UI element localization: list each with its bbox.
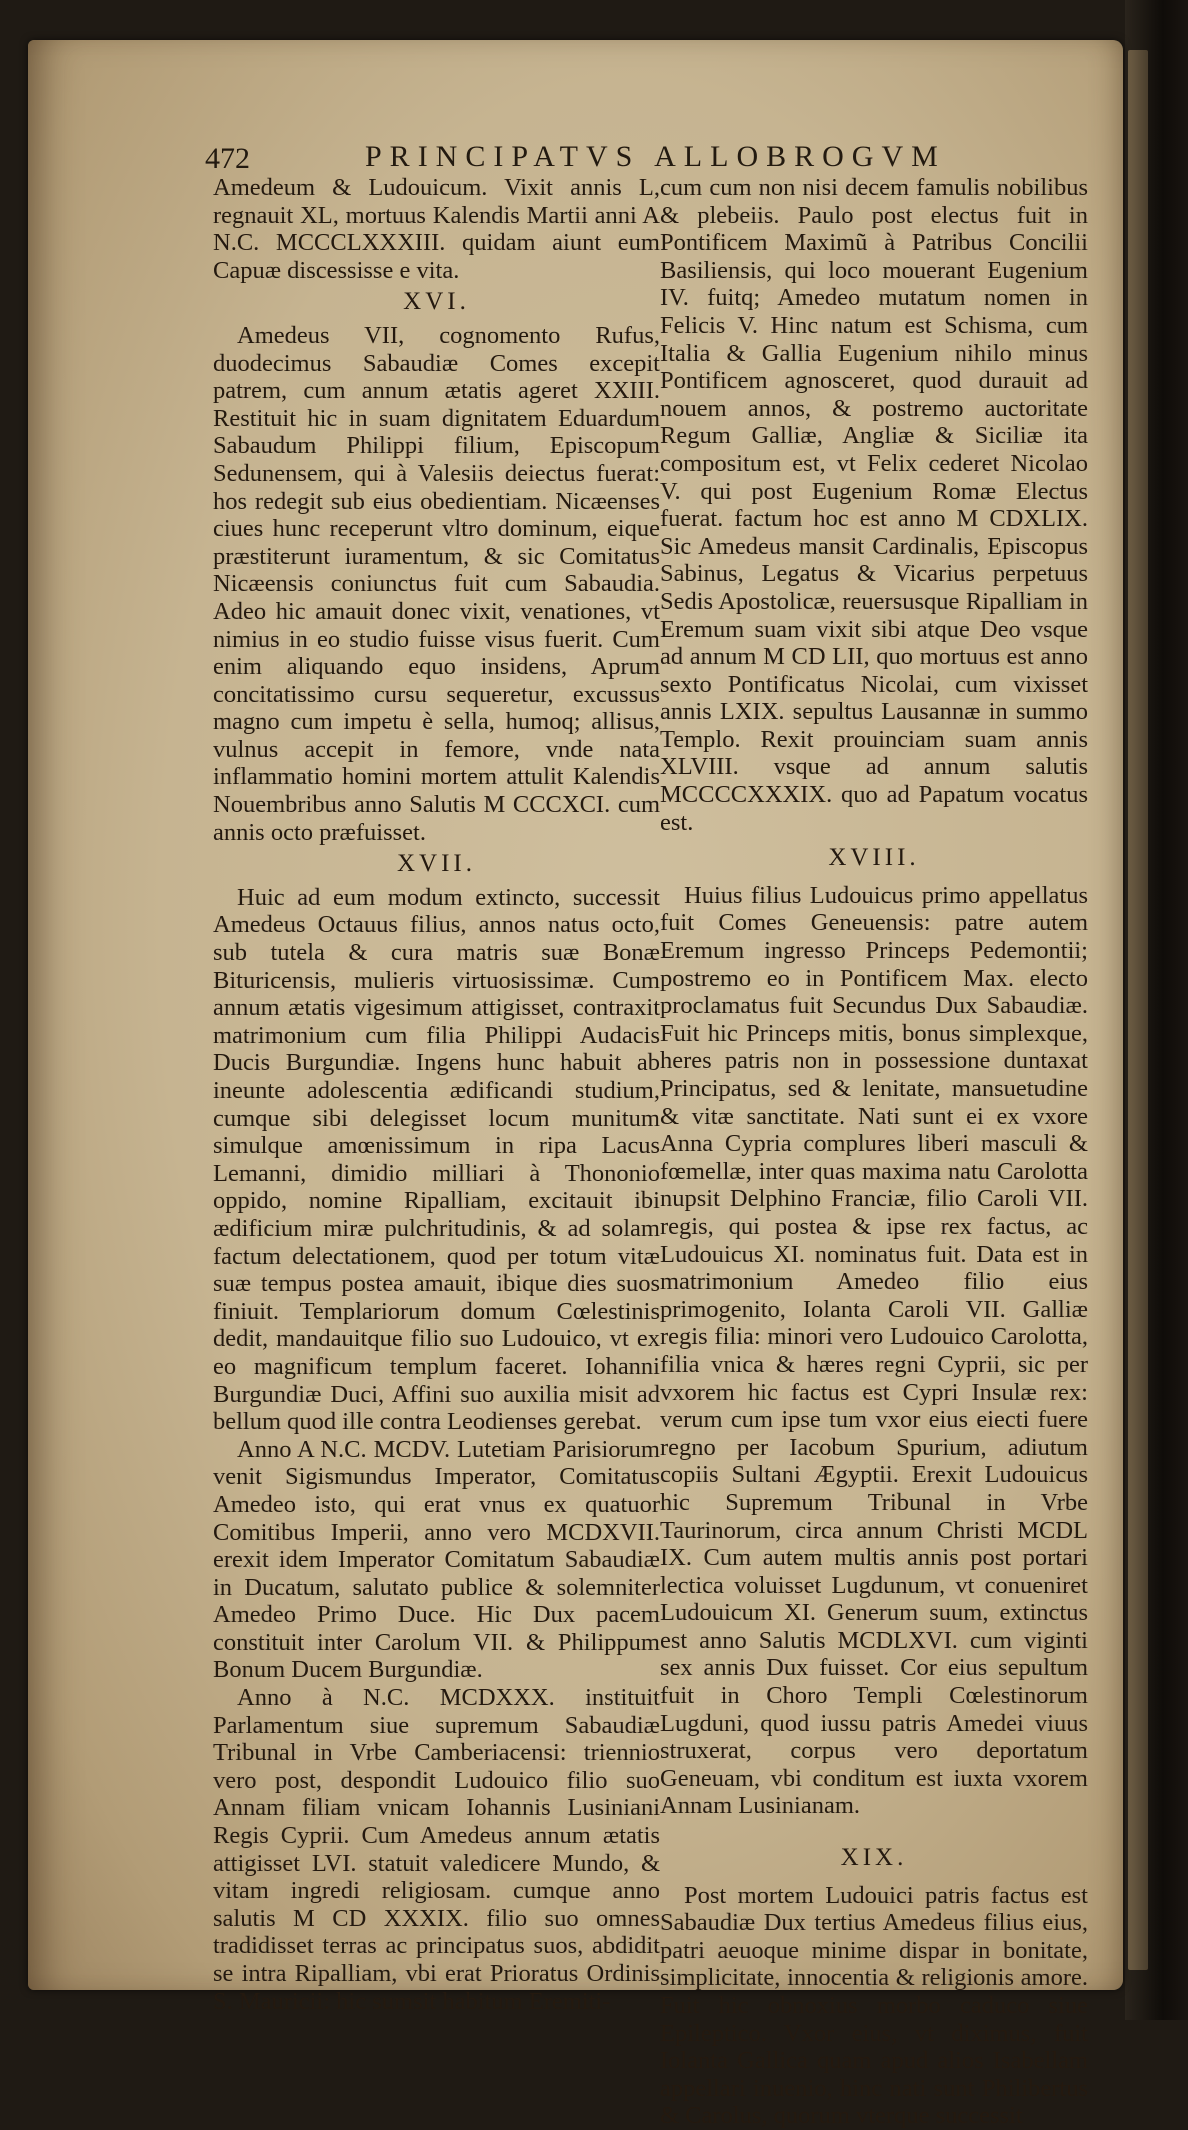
paragraph: Amedeus VII, cognomento Rufus, duodecimus Sabaudiæ Comes excepit patrem, cum annum ætatis ageret XXIII. Restituit hic in suam dignitatem Eduardum Sabaudum Philippi filium, Episcopum Sedunensem, qui à Valesiis deiectus fuerat: hos redegit sub eius obedientiam. Nicæenses ciues hunc receperunt vltro dominum, eique præstiterunt iuramentum, & sic Comitatus Nicæensis coniunctus fuit cum Sabaudia. Adeo hic amauit donec vixit, venationes, vt nimius in eo studio fuisse visus fuerit. Cum enim aliquando equo insidens, Aprum concitatissimo cursu sequeretur, excussus magno cum impetu è sella, humoq; allisus, vulnus accepit in femore, vnde nata inflammatio homini mortem attulit Kalendis Nouembribus anno Salutis M CCCXCI. cum annis octo præfuisset. [213,321,660,846]
section-number: XVIII. [828,844,920,872]
paragraph: Anno à N.C. MCDXXX. instituit Parlamentum siue supremum Sabaudiæ Tribunal in Vrbe Camberiacensi: triennio vero post, despondit Ludouico filio suo Annam filiam vnicam Iohannis Lusiniani Regis Cyprii. Cum Amedeus annum ætatis attigisset LVI. statuit valedicere Mundo, & vitam ingredi religiosam. cumque anno salutis M CD XXXIX. filio suo omnes tradidisset terras ac principatus suos, abdidit se intra Ripalliam, vbi erat Prioratus Ordinis S. Mauricii: hic sumsit habitum Eremiti- [213,1684,660,2015]
paragraph: Huic ad eum modum extincto, successit Amedeus Octauus filius, annos natus octo, sub tutela & cura matris suæ Bonæ Bituricensis, mulieris virtuosissimæ. Cum annum ætatis vigesimum attigisset, contraxit matrimonium cum filia Philippi Audacis Ducis Burgundiæ. Ingens hunc habuit ab ineunte adolescentia ædificandi studium, cumque sibi delegisset locum munitum simulque amœnissimum in ripa Lacus Lemanni, dimidio milliari à Thononio oppido, nomine Ripalliam, excitauit ibi ædificium miræ pulchritudinis, & ad solam factum delectationem, quod per totum vitæ suæ tempus postea amauit, ibique dies suos finiuit. Templariorum domum Cœlestinis dedit, mandauitque filio suo Ludouico, vt ex eo magnificum templum faceret. Iohanni Burgundiæ Duci, Affini suo auxilia misit ad bellum quod ille contra Leodienses gerebat. [213,883,660,1436]
section-number: XIX. [840,1844,908,1872]
next-page-edge [1128,50,1148,1970]
paragraph: Huius filius Ludouicus primo appellatus fuit Comes Geneuensis: patre autem Eremum ingresso Princeps Pedemontii; postremo eo in Pontificem Max. electo proclamatus fuit Secundus Dux Sabaudiæ. Fuit hic Princeps mitis, bonus simplexque, heres patris non in possessione duntaxat Principatus, sed & lenitate, mansuetudine & vitæ sanctitate. Nati sunt ei ex vxore Anna Cypria complures liberi masculi & fœmellæ, inter quas maxima natu Carolotta nupsit Delphino Franciæ, filio Caroli VII. regis, qui postea & ipse rex factus, ac Ludouicus XI. nominatus fuit. Data est in matrimonium Amedeo filio eius primogenito, Iolanta Caroli VII. Galliæ regis filia: minori vero Ludouico Carolotta, filia vnica & hæres regni Cyprii, sic per vxorem hic factus est Cypri Insulæ rex: verum cum ipse tum vxor eius eiecti fuere regno per Iacobum Spurium, adiutum copiis Sultani Ægyptii. Erexit Ludouicus hic Supremum Tribunal in Vrbe Taurinorum, circa annum Christi MCDL IX. Cum autem multis annis post portari lectica voluisset Lugdunum, vt conueniret Ludouicum XI. Generum suum, extinctus est anno Salutis MCDLXVI. cum viginti sex annis Dux fuisset. Cor eius sepultum fuit in Choro Templi Cœlestinorum Lugduni, quod iussu patris Amedei viuus struxerat, corpus vero deportatum Geneuam, vbi conditum est iuxta vxorem Annam Lusinianam. [660,881,1088,1820]
section-number: XVI. [403,288,470,316]
page-number: 472 [205,142,250,175]
paragraph: Post mortem Ludouici patris factus est Sabaudiæ Dux tertius Amedeus filius eius, patri aeuoque minime dispar in bonitate, simplicitate, innocentia & religionis amore. Fuit hic obnoxius morbo caduco siue Epileptico. Vxor eius, vt diximus, fuit Iolanta Gallica quam apud alios Isabellam appellari inuenio, hinc nati sunt Philibertus & Carolus, quorum vterque successit [660,1881,1088,2130]
page-header [205,138,1065,175]
running-head: PRINCIPATVS ALLOBROGVM [365,140,946,173]
spacer [660,1820,1088,1836]
right-column [660,174,1088,2130]
section-number: XVII. [396,850,476,878]
left-column [213,174,660,2015]
paragraph: Amedeum & Ludouicum. Vixit annis L, regnauit XL, mortuus Kalendis Martii anni A N.C. MCCCLXXXIII. quidam aiunt eum Capuæ discessisse e vita. [213,174,660,284]
paragraph: cum cum non nisi decem famulis nobilibus & plebeiis. Paulo post electus fuit in Pontificem Maximũ à Patribus Concilii Basiliensis, qui loco mouerant Eugenium IV. fuitq; Amedeo mutatum nomen in Felicis V. Hinc natum est Schisma, cum Italia & Gallia Eugenium nihilo minus Pontificem agnosceret, quod durauit ad nouem annos, & postremo auctoritate Regum Galliæ, Angliæ & Siciliæ ita compositum est, vt Felix cederet Nicolao V. qui post Eugenium Romæ Electus fuerat. factum hoc est anno M CDXLIX. Sic Amedeus mansit Cardinalis, Episcopus Sabinus, Legatus & Vicarius perpetuus Sedis Apostolicæ, reuersusque Ripalliam in Eremum suam vixit sibi atque Deo vsque ad annum M CD LII, quo mortuus est anno sexto Pontificatus Nicolai, cum vixisset annis LXIX. sepultus Lausannæ in summo Templo. Rexit prouinciam suam annis XLVIII. vsque ad annum salutis MCCCCXXXIX. quo ad Papatum vocatus est. [660,174,1088,836]
paragraph: Anno A N.C. MCDV. Lutetiam Parisiorum venit Sigismundus Imperator, Comitatus Amedeo isto, qui erat vnus ex quatuor Comitibus Imperii, anno vero MCDXVII. erexit idem Imperator Comitatum Sabaudiæ in Ducatum, salutato publice & solemniter Amedeo Primo Duce. Hic Dux pacem constituit inter Carolum VII. & Philippum Bonum Ducem Burgundiæ. [213,1435,660,1684]
